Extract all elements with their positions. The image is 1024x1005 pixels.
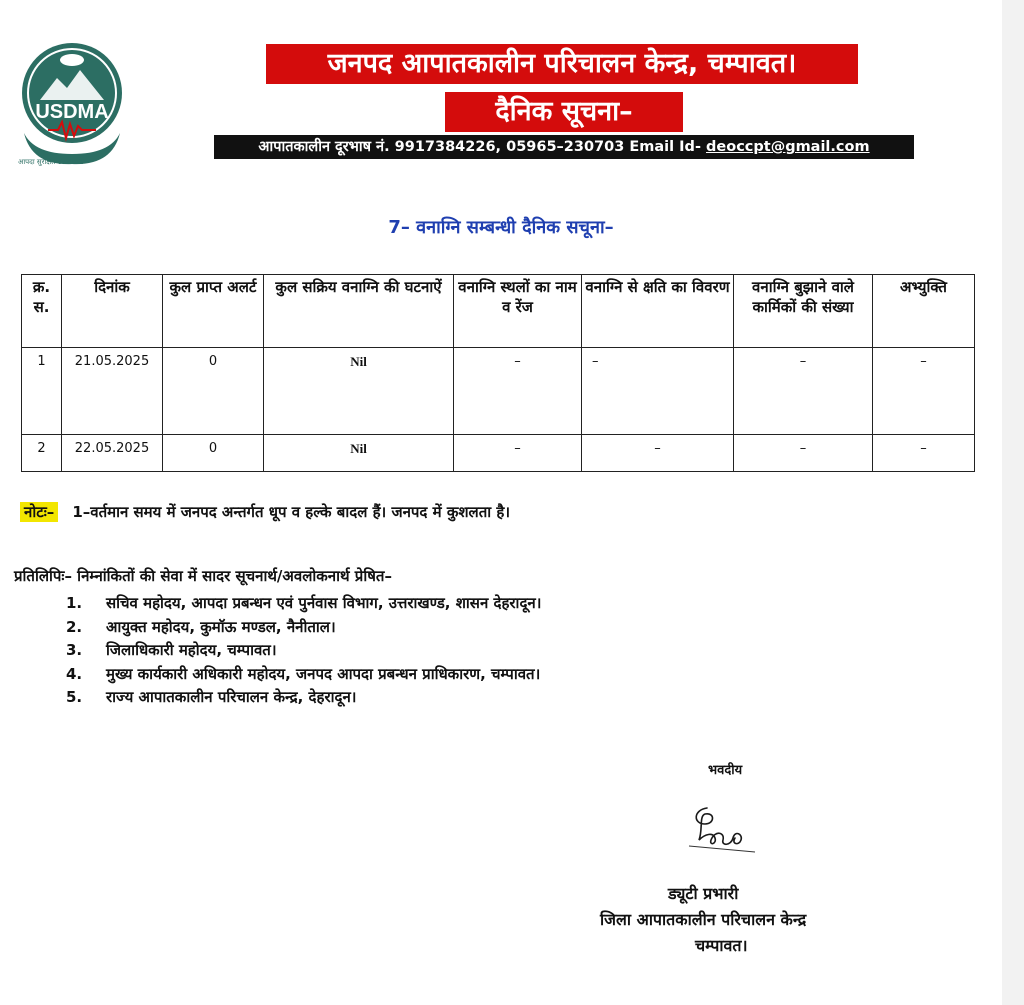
col-header-personnel: वनाग्नि बुझाने वाले कार्मिकों की संख्या [734,275,873,348]
cell-serial: 2 [22,435,62,472]
signatory-place: चम्पावत। [695,936,748,955]
list-item-text: जिलाधिकारी महोदय, चम्पावत। [106,641,277,659]
cell-location-range: – [454,348,582,435]
col-header-remarks: अभ्युक्ति [873,275,975,348]
table-row [22,348,975,435]
list-item-number: 2. [66,617,83,636]
forest-fire-table [21,274,975,472]
table-header-row [22,275,975,348]
col-header-active-incidents: कुल सक्रिय वनाग्नि की घटनाऐं [264,275,454,348]
cell-remarks: – [873,348,975,435]
list-item-text: सचिव महोदय, आपदा प्रबन्धन एवं पुर्नवास विभाग, उत्तराखण्ड, शासन देहरादून। [106,594,542,612]
cell-personnel: – [734,435,873,472]
list-item [66,616,541,640]
logo-tagline: आपदा सुरक्षित उत्तराखण्ड [18,158,84,166]
contact-banner [214,135,914,159]
col-header-damage: वनाग्नि से क्षति का विवरण [582,275,734,348]
col-header-date: दिनांक [62,275,163,348]
cell-active-incidents: Nil [264,348,454,435]
note-text: 1–वर्तमान समय में जनपद अन्तर्गत धूप व हल्के बादल हैं। जनपद में कुशलता है। [72,503,511,521]
daily-report-banner: दैनिक सूचना– [445,92,683,132]
email-link[interactable]: deoccpt@gmail.com [706,139,870,155]
list-item [66,639,541,663]
signatory-title: ड्यूटी प्रभारी [668,884,739,903]
copy-heading: प्रतिलिपिः– निम्नांकितों की सेवा में सादर सूचनार्थ/अवलोकनार्थ प्रेषित– [14,567,392,585]
handwritten-signature [685,800,760,858]
col-header-location-range: वनाग्नि स्थलों का नाम व रेंज [454,275,582,348]
list-item-number: 5. [66,688,83,706]
list-item [66,592,541,616]
list-item-text: राज्य आपातकालीन परिचालन केन्द्र, देहरादून। [106,688,357,706]
cell-alerts: 0 [163,435,264,472]
cell-serial: 1 [22,348,62,435]
cell-date: 21.05.2025 [62,348,163,435]
page-edge [1002,0,1024,1005]
cell-active-incidents: Nil [264,435,454,472]
cell-damage: – [582,348,734,435]
table-row [22,435,975,472]
cell-alerts: 0 [163,348,264,435]
contact-text: आपातकालीन दूरभाष नं. 9917384226, 05965–230703 Email Id- [258,139,707,155]
cell-date: 22.05.2025 [62,435,163,472]
list-item-number: 3. [66,641,83,659]
note-label: नोटः– [20,502,58,522]
office-title-banner: जनपद आपातकालीन परिचालन केन्द्र, चम्पावत। [266,44,858,84]
closing-greeting: भवदीय [708,763,743,778]
copy-list [66,592,541,710]
cell-location-range: – [454,435,582,472]
list-item-number: 4. [66,664,83,683]
cell-remarks: – [873,435,975,472]
section-title: 7– वनाग्नि सम्बन्धी दैनिक सचूना– [388,217,614,238]
note [20,502,510,522]
list-item-text: मुख्य कार्यकारी अधिकारी महोदय, जनपद आपदा प्रबन्धन प्राधिकारण, चम्पावत। [106,664,541,683]
list-item [66,663,541,687]
cell-personnel: – [734,348,873,435]
list-item-text: आयुक्त महोदय, कुमॉऊ मण्डल, नैनीताल। [106,617,336,636]
usdma-logo-icon [12,38,132,173]
list-item [66,686,541,710]
cell-damage: – [582,435,734,472]
list-item-number: 1. [66,594,83,612]
col-header-serial: क्र. स. [22,275,62,348]
logo-text: USDMA [35,101,109,123]
col-header-alerts: कुल प्राप्त अलर्ट [163,275,264,348]
signatory-office: जिला आपातकालीन परिचालन केन्द्र [600,910,807,929]
